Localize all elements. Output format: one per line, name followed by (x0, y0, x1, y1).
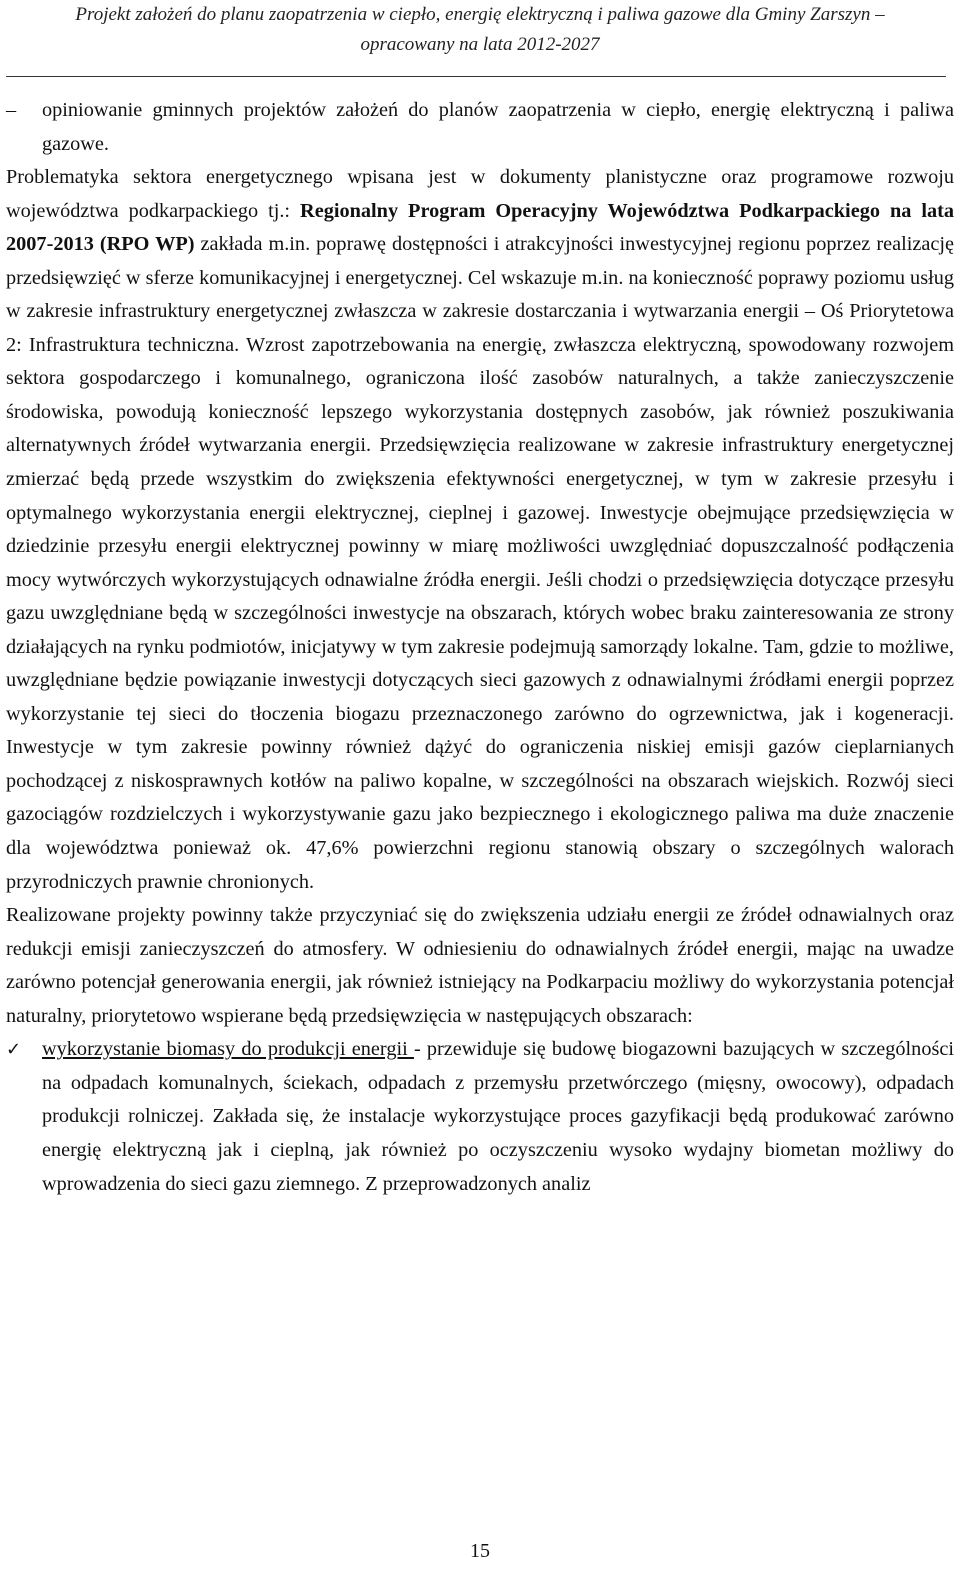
dash-bullet: – (6, 99, 17, 121)
list-item-text: - przewiduje się budowę biogazowni bazujących w szczególności na odpadach komunalnych, ściekach, odpadach z przemysłu przetwórczego (mięsny, owocowy), odpadach produkcji rolniczej. Zakłada się, że instalacje wykorzystujące proces gazyfikacji będą produkować zarówno energię elektryczną jak i cieplną, jak również po oczyszczeniu wysoko wydajny biometan możliwy do wprowadzenia do sieci gazu ziemnego. Z przeprowadzonych analiz (42, 1038, 954, 1195)
paragraph-rpo (6, 161, 954, 899)
document-body (6, 94, 954, 1201)
page-number: 15 (470, 1540, 490, 1562)
list-item-check (6, 1033, 954, 1201)
list-item-heading: wykorzystanie biomasy do produkcji energii (42, 1038, 414, 1061)
paragraph-intro: Problematyka sektora energetycznego wpisana jest w dokumenty planistyczne oraz programowe rozwoju województwa podkarpackiego tj.: (6, 166, 954, 222)
program-name: Regionalny Program Operacyjny Województwa Podkarpackiego na lata 2007-2013 (RPO WP) (6, 199, 955, 256)
paragraph-body: zakłada m.in. poprawę dostępności i atrakcyjności inwestycyjnej regionu poprzez realizację przedsięwzięć w sferze komunikacyjnej i energetycznej. Cel wskazuje m.in. na konieczność poprawy poziomu usług w zakresie infrastruktury energetycznej zwłaszcza w zakresie dostarczania i wytwarzania energii – Oś Priorytetowa 2: Infrastruktura techniczna. Wzrost zapotrzebowania na energię, zwłaszcza elektryczną, spowodowany rozwojem sektora gospodarczego i komunalnego, ograniczona ilość zasobów naturalnych, a także zanieczyszczenie środowiska, powodują konieczność lepszego wykorzystania dostępnych zasobów, jak również poszukiwania alternatywnych źródeł wytwarzania energii. Przedsięwzięcia realizowane w zakresie infrastruktury energetycznej zmierzać będą przede wszystkim do zwiększenia efektywności energetycznej, w tym w zakresie przesyłu i optymalnego wykorzystania energii elektrycznej, cieplnej i gazowej. Inwestycje obejmujące przedsięwzięcia w dziedzinie przesyłu energii elektrycznej powinny w miarę możliwości uwzględniać dopuszczalność podłączenia mocy wytwórczych wykorzystujących odnawialne źródła energii. Jeśli chodzi o przedsięwzięcia dotyczące przesyłu gazu uwzględniane będą w szczególności inwestycje na obszarach, których wobec braku zainteresowania ze strony działających na rynku podmiotów, inicjatywy w tym zakresie podejmują samorządy lokalne. Tam, gdzie to możliwe, uwzględniane będzie powiązanie inwestycji dotyczących sieci gazowych z odnawialnymi źródłami energii poprzez wykorzystanie tej sieci do tłoczenia biogazu przeznaczonego zarówno do ogrzewnictwa, jak i kogeneracji. Inwestycje w tym zakresie powinny również dążyć do ograniczenia niskiej emisji gazów cieplarnianych pochodzącej z niskosprawnych kotłów na paliwo kopalne, w szczególności na obszarach wiejskich. Rozwój sieci gazociągów rozdzielczych i wykorzystywanie gazu jako bezpiecznego i ekologicznego paliwa ma duże znaczenie dla województwa ponieważ ok. 47,6% powierzchni regionu stanowią obszary o szczególnych walorach przyrodniczych prawnie chronionych. (6, 233, 955, 893)
header-subtitle: opracowany na lata 2012-2027 (360, 34, 600, 55)
header-rule (6, 76, 946, 77)
checkmark-icon: ✓ (6, 1039, 22, 1061)
header-title: Projekt założeń do planu zaopatrzenia w ciepło, energię elektryczną i paliwa gazowe dla Gminy Zarszyn – (75, 4, 885, 25)
paragraph-renewables: Realizowane projekty powinny także przyczyniać się do zwiększenia udziału energii ze źródeł odnawialnych oraz redukcji emisji zanieczyszczeń do atmosfery. W odniesieniu do odnawialnych źródeł energii, mając na uwadze zarówno potencjał generowania energii, jak również istniejący na Podkarpaciu możliwy do wykorzystania potencjał naturalny, priorytetowo wspierane będą przedsięwzięcia w następujących obszarach: (6, 904, 954, 1027)
list-item-dash (6, 94, 954, 161)
list-item-text: opiniowanie gminnych projektów założeń do planów zaopatrzenia w ciepło, energię elektryczną i paliwa gazowe. (42, 99, 954, 155)
